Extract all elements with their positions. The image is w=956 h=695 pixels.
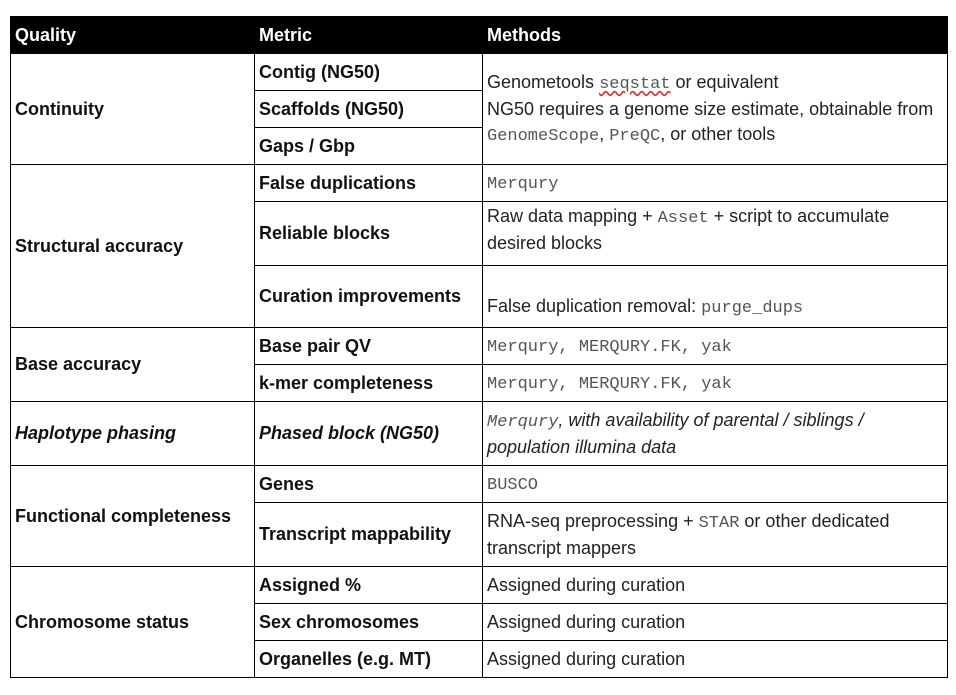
methods-organelles: Assigned during curation [483, 641, 948, 678]
metric-sex-chrom: Sex chromosomes [255, 604, 483, 641]
method-text: Raw data mapping + [487, 206, 658, 226]
method-tools: Merqury, MERQURY.FK, yak [487, 374, 732, 394]
quality-base: Base accuracy [11, 328, 255, 402]
tool-star: STAR [698, 513, 740, 533]
metric-organelles: Organelles (e.g. MT) [255, 641, 483, 678]
methods-phasing [483, 402, 948, 466]
tool-genomescope: GenomeScope [487, 126, 600, 146]
method-text: RNA-seq preprocessing + [487, 510, 699, 531]
methods-bp-qv [483, 328, 948, 365]
tool-busco: BUSCO [487, 475, 539, 495]
table-row [11, 567, 948, 604]
methods-curation [483, 266, 948, 328]
table-row [11, 466, 948, 503]
methods-continuity [483, 54, 948, 165]
metric-phased-block: Phased block (NG50) [255, 402, 483, 466]
methods-assigned: Assigned during curation [483, 567, 948, 604]
methods-false-dup [483, 165, 948, 202]
tool-merqury: Merqury [487, 412, 559, 432]
quality-structural: Structural accuracy [11, 165, 255, 328]
method-sep: , [599, 123, 610, 144]
metric-reliable-blocks: Reliable blocks [255, 202, 483, 266]
metric-genes: Genes [255, 466, 483, 503]
metric-transcript: Transcript mappability [255, 503, 483, 567]
method-text: , or other tools [660, 123, 776, 144]
quality-functional: Functional completeness [11, 466, 255, 567]
metric-scaffolds: Scaffolds (NG50) [255, 91, 483, 128]
metric-contig: Contig (NG50) [255, 54, 483, 91]
table-row [11, 54, 948, 91]
tool-purge-dups: purge_dups [701, 299, 804, 318]
method-text: + script to accumulate desired blocks [487, 206, 890, 253]
metric-gaps: Gaps / Gbp [255, 128, 483, 165]
metric-bp-qv: Base pair QV [255, 328, 483, 365]
table-row [11, 328, 948, 365]
method-text: Genometools [487, 71, 600, 92]
quality-continuity: Continuity [11, 54, 255, 165]
tool-merqury: Merqury [487, 174, 559, 194]
header-methods: Methods [483, 17, 948, 54]
metric-false-dup: False duplications [255, 165, 483, 202]
tool-asset: Asset [657, 209, 709, 228]
methods-sex-chrom: Assigned during curation [483, 604, 948, 641]
quality-phasing: Haplotype phasing [11, 402, 255, 466]
method-text: NG50 requires a genome size estimate, obtainable from [487, 98, 934, 119]
metric-kmer: k-mer completeness [255, 365, 483, 402]
table-row [11, 165, 948, 202]
methods-kmer [483, 365, 948, 402]
methods-genes [483, 466, 948, 503]
header-metric: Metric [255, 17, 483, 54]
method-text: False duplication removal: [487, 296, 702, 316]
method-tools: Merqury, MERQURY.FK, yak [487, 337, 732, 357]
method-text: or other dedicated transcript mappers [487, 510, 890, 558]
metric-curation: Curation improvements [255, 266, 483, 328]
method-text: , with availability of parental / siblings / population illumina data [487, 409, 864, 457]
methods-reliable-blocks [483, 202, 948, 266]
assembly-quality-table [10, 16, 948, 678]
methods-transcript [483, 503, 948, 567]
header-quality: Quality [11, 17, 255, 54]
method-text: or equivalent [670, 71, 779, 92]
table-row [11, 402, 948, 466]
quality-chromosome: Chromosome status [11, 567, 255, 678]
tool-seqstat: seqstat [599, 74, 671, 94]
header-row [11, 17, 948, 54]
metric-assigned: Assigned % [255, 567, 483, 604]
tool-preqc: PreQC [609, 126, 661, 146]
